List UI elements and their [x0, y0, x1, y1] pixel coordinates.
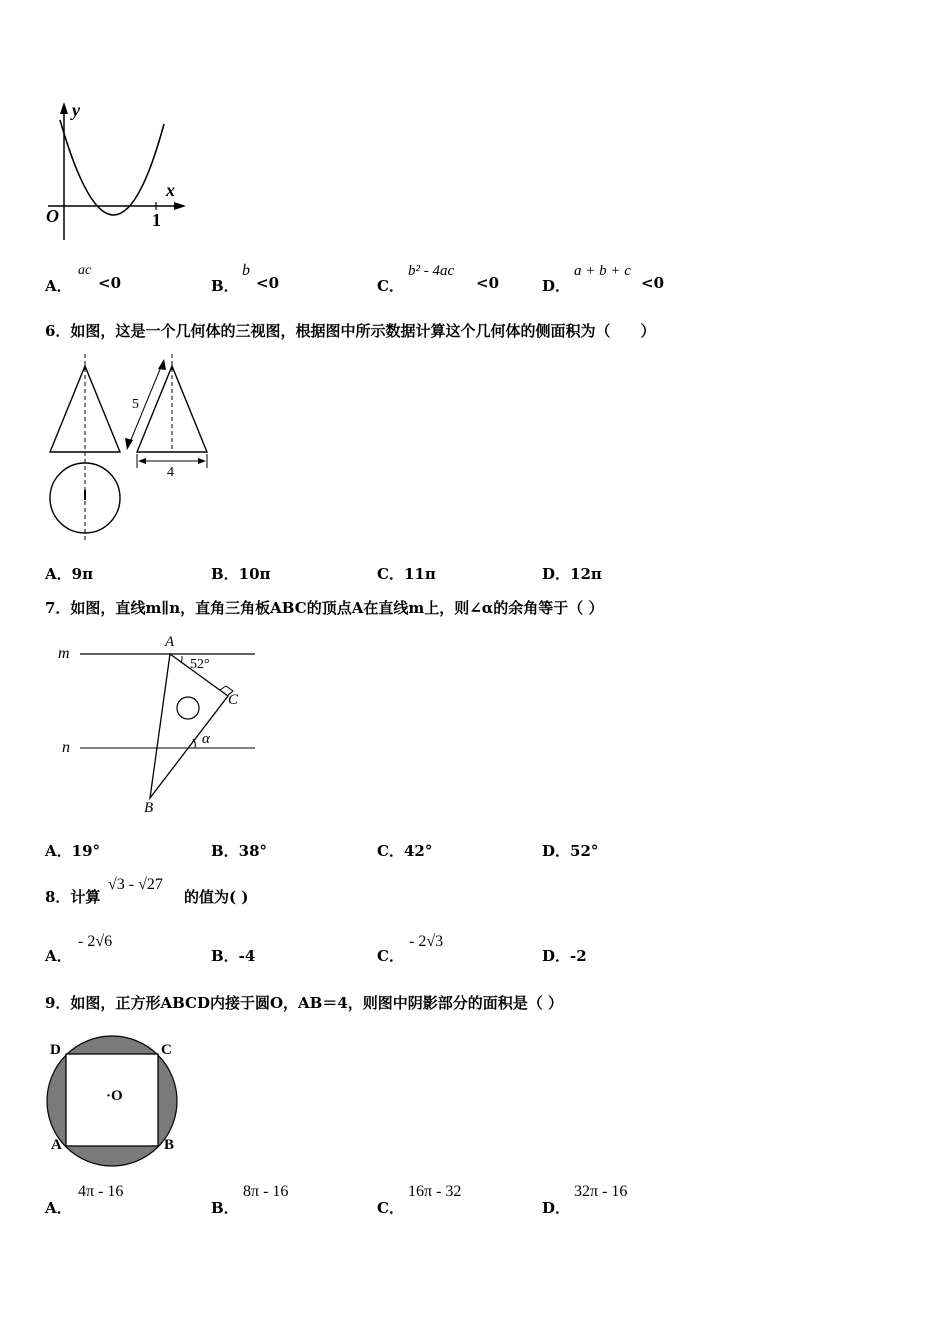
q8-option-d: D．-2: [542, 947, 587, 965]
q5-option-c-cmp: <0: [476, 274, 500, 292]
q9-option-a-expr: 4π - 16: [78, 1183, 124, 1200]
q7-option-c: C．42°: [377, 842, 433, 860]
q6-question: 6．如图，这是一个几何体的三视图，根据图中所示数据计算这个几何体的侧面积为（ ）: [45, 322, 656, 340]
three-view-figure: [40, 350, 220, 545]
q8-prefix: 8．计算: [45, 888, 101, 906]
angle-alpha-label: α: [202, 731, 210, 747]
q5-option-b-cmp: <0: [256, 274, 280, 292]
q7-option-b: B．38°: [211, 842, 268, 860]
point-c-label: C: [228, 692, 239, 708]
q8-suffix: 的值为( ): [184, 888, 249, 906]
q8-option-a-label: A．: [45, 947, 72, 965]
q5-option-d-expr: a + b + c: [574, 263, 631, 279]
q9-option-a-label: A．: [45, 1199, 72, 1217]
x-axis-label: x: [166, 180, 175, 200]
q5-option-b-expr: b: [242, 262, 250, 279]
point-a-label: A: [51, 1137, 62, 1153]
line-n-label: n: [62, 739, 70, 756]
q7-question: 7．如图，直线m∥n，直角三角板ABC的顶点A在直线m上，则∠α的余角等于（ ）: [45, 599, 604, 617]
q8-option-a-expr: - 2√6: [78, 933, 113, 950]
slant-length-label: 5: [132, 397, 139, 412]
q8-option-b: B．-4: [211, 947, 256, 965]
q5-option-a-expr: ac: [78, 263, 92, 278]
line-m-label: m: [58, 645, 70, 662]
q5-option-c-expr: b² - 4ac: [408, 263, 455, 279]
point-b-label: B: [144, 800, 154, 816]
base-length-label: 4: [167, 465, 174, 480]
point-a-label: A: [165, 634, 175, 650]
q9-option-c-expr: 16π - 32: [408, 1183, 462, 1200]
q5-option-a-label: A．: [45, 277, 72, 295]
point-b-label: B: [164, 1137, 175, 1153]
point-d-label: D: [50, 1042, 61, 1058]
q9-option-d-expr: 32π - 16: [574, 1183, 628, 1200]
tick-label: 1: [152, 210, 161, 230]
inscribed-square-figure: [40, 1030, 200, 1170]
angle-52-label: 52°: [190, 657, 210, 672]
q8-expression: √3 - √27: [108, 876, 163, 893]
center-o-label: ·O: [106, 1088, 123, 1104]
q6-option-d: D．12π: [542, 565, 602, 583]
q5-option-b-label: B．: [211, 277, 239, 295]
q9-option-c-label: C．: [377, 1199, 404, 1217]
q9-option-b-expr: 8π - 16: [243, 1183, 289, 1200]
point-c-label: C: [161, 1042, 172, 1058]
q5-option-c-label: C．: [377, 277, 404, 295]
parallel-lines-triangle-figure: [50, 630, 265, 820]
q9-question: 9．如图，正方形ABCD内接于圆O，AB＝4，则图中阴影部分的面积是（ ）: [45, 994, 564, 1012]
q6-option-b: B．10π: [211, 565, 271, 583]
q7-option-d: D．52°: [542, 842, 599, 860]
parabola-graph: [40, 98, 190, 248]
q8-option-c-expr: - 2√3: [409, 933, 444, 950]
q9-option-d-label: D．: [542, 1199, 571, 1217]
q6-option-a: A．9π: [45, 565, 94, 583]
origin-label: O: [46, 206, 59, 226]
q7-option-a: A．19°: [45, 842, 101, 860]
q5-option-d-cmp: <0: [641, 274, 665, 292]
q5-option-d-label: D．: [542, 277, 571, 295]
q9-option-b-label: B．: [211, 1199, 239, 1217]
y-axis-label: y: [72, 100, 80, 120]
q6-option-c: C．11π: [377, 565, 436, 583]
q8-option-c-label: C．: [377, 947, 404, 965]
q5-option-a-cmp: <0: [98, 274, 122, 292]
